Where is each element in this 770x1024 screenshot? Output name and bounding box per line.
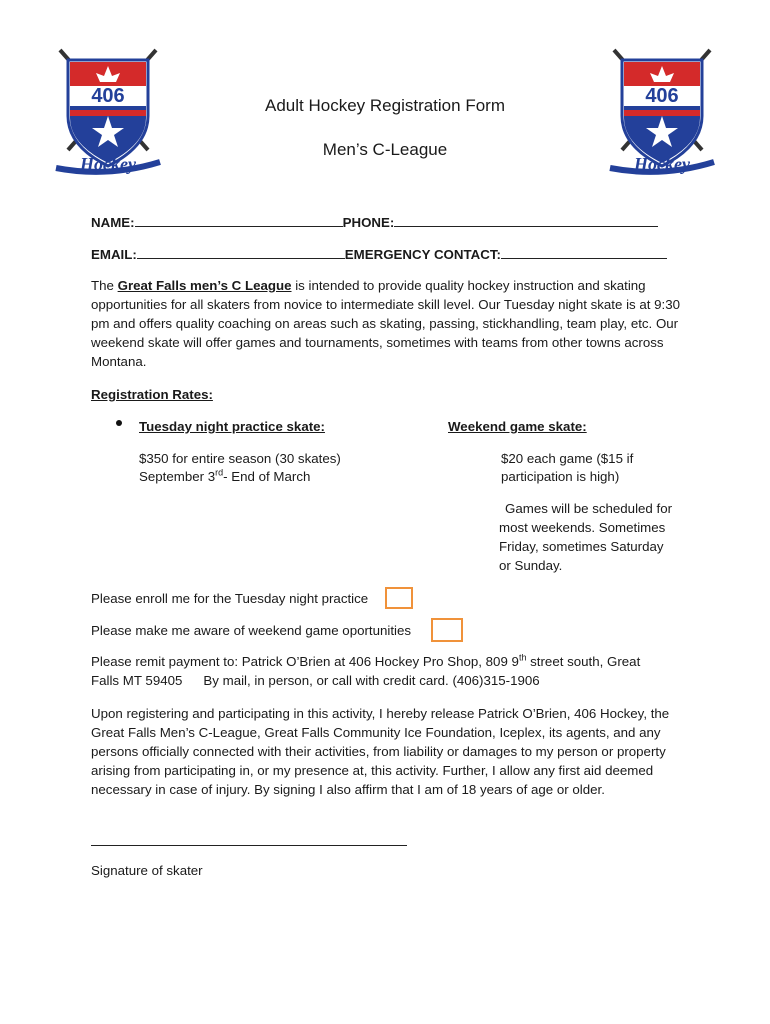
- logo-number-text: 406: [645, 85, 679, 107]
- liability-release-paragraph: Upon registering and participating in this activity, I hereby release Patrick O’Brien, 406 Hockey, the Great Falls Men’s C-League, Great Falls Community Ice Foundation, Iceplex, its agents, and any persons officially connected with their activities, from liability or damages to my person or property arising from participating in, or my presence at, this activity. Further, I allow any first aid deemed necessary in case of injury. By signing I also affirm that I am of 18 years of age or older.: [91, 706, 670, 797]
- logo-number-text: 406: [91, 85, 125, 107]
- bullet-icon: [116, 420, 122, 426]
- intro-paragraph: The Great Falls men’s C League is intended to provide quality hockey instruction and skating opportunities for all skaters from novice to intermediate skill level. Our Tuesday night skate is at 9:30 pm and offers quality coaching on areas such as skating, passing, stickhandling, team play, etc. Our weekend skate will offer games and tournaments, sometimes with teams from other towns across Montana.: [91, 278, 681, 369]
- weekend-schedule-line-1: Games will be scheduled for: [505, 501, 673, 516]
- emergency-contact-field[interactable]: [501, 245, 667, 259]
- tuesday-dates: September 3rd- End of March: [139, 467, 311, 484]
- emergency-contact-label: EMERGENCY CONTACT:: [344, 247, 501, 262]
- name-label: NAME:: [91, 215, 135, 230]
- logo-word-text: Hockey: [80, 154, 136, 174]
- weekend-schedule-line-3: Friday, sometimes Saturday: [499, 539, 664, 554]
- phone-label: PHONE:: [342, 215, 395, 230]
- registration-rates-heading: Registration Rates:: [91, 387, 213, 402]
- practice-checkbox[interactable]: [385, 587, 413, 609]
- payment-line-2: Falls MT 59405 By mail, in person, or call with credit card. (406)315-1906: [91, 673, 540, 688]
- weekend-schedule-line-4: or Sunday.: [499, 558, 563, 573]
- signature-line[interactable]: [91, 845, 407, 846]
- logo-word-text: Hockey: [634, 154, 690, 174]
- contact-row-1: [91, 213, 658, 230]
- weekend-price-line-2: participation is high): [501, 469, 620, 484]
- name-field[interactable]: [135, 213, 343, 227]
- practice-option-label: Please enroll me for the Tuesday night practice: [91, 591, 369, 606]
- weekend-option-label: Please make me aware of weekend game oportunities: [91, 623, 412, 638]
- weekend-heading: Weekend game skate:: [448, 419, 587, 434]
- email-label: EMAIL:: [91, 247, 137, 262]
- signature-label: Signature of skater: [91, 863, 203, 878]
- tuesday-price: $350 for entire season (30 skates): [139, 451, 341, 466]
- weekend-price-line-1: $20 each game ($15 if: [501, 451, 634, 466]
- weekend-checkbox[interactable]: [431, 618, 463, 642]
- form-subtitle: Men’s C-League: [322, 140, 448, 159]
- weekend-schedule-line-2: most weekends. Sometimes: [499, 520, 666, 535]
- contact-row-2: [91, 245, 667, 262]
- payment-line-1: Please remit payment to: Patrick O’Brien at 406 Hockey Pro Shop, 809 9th street south, Great: [91, 652, 641, 669]
- tuesday-heading: Tuesday night practice skate:: [139, 419, 325, 434]
- phone-field[interactable]: [394, 213, 658, 227]
- league-name: Great Falls men’s C League: [117, 278, 292, 293]
- email-field[interactable]: [137, 245, 345, 259]
- form-title: Adult Hockey Registration Form: [265, 96, 505, 115]
